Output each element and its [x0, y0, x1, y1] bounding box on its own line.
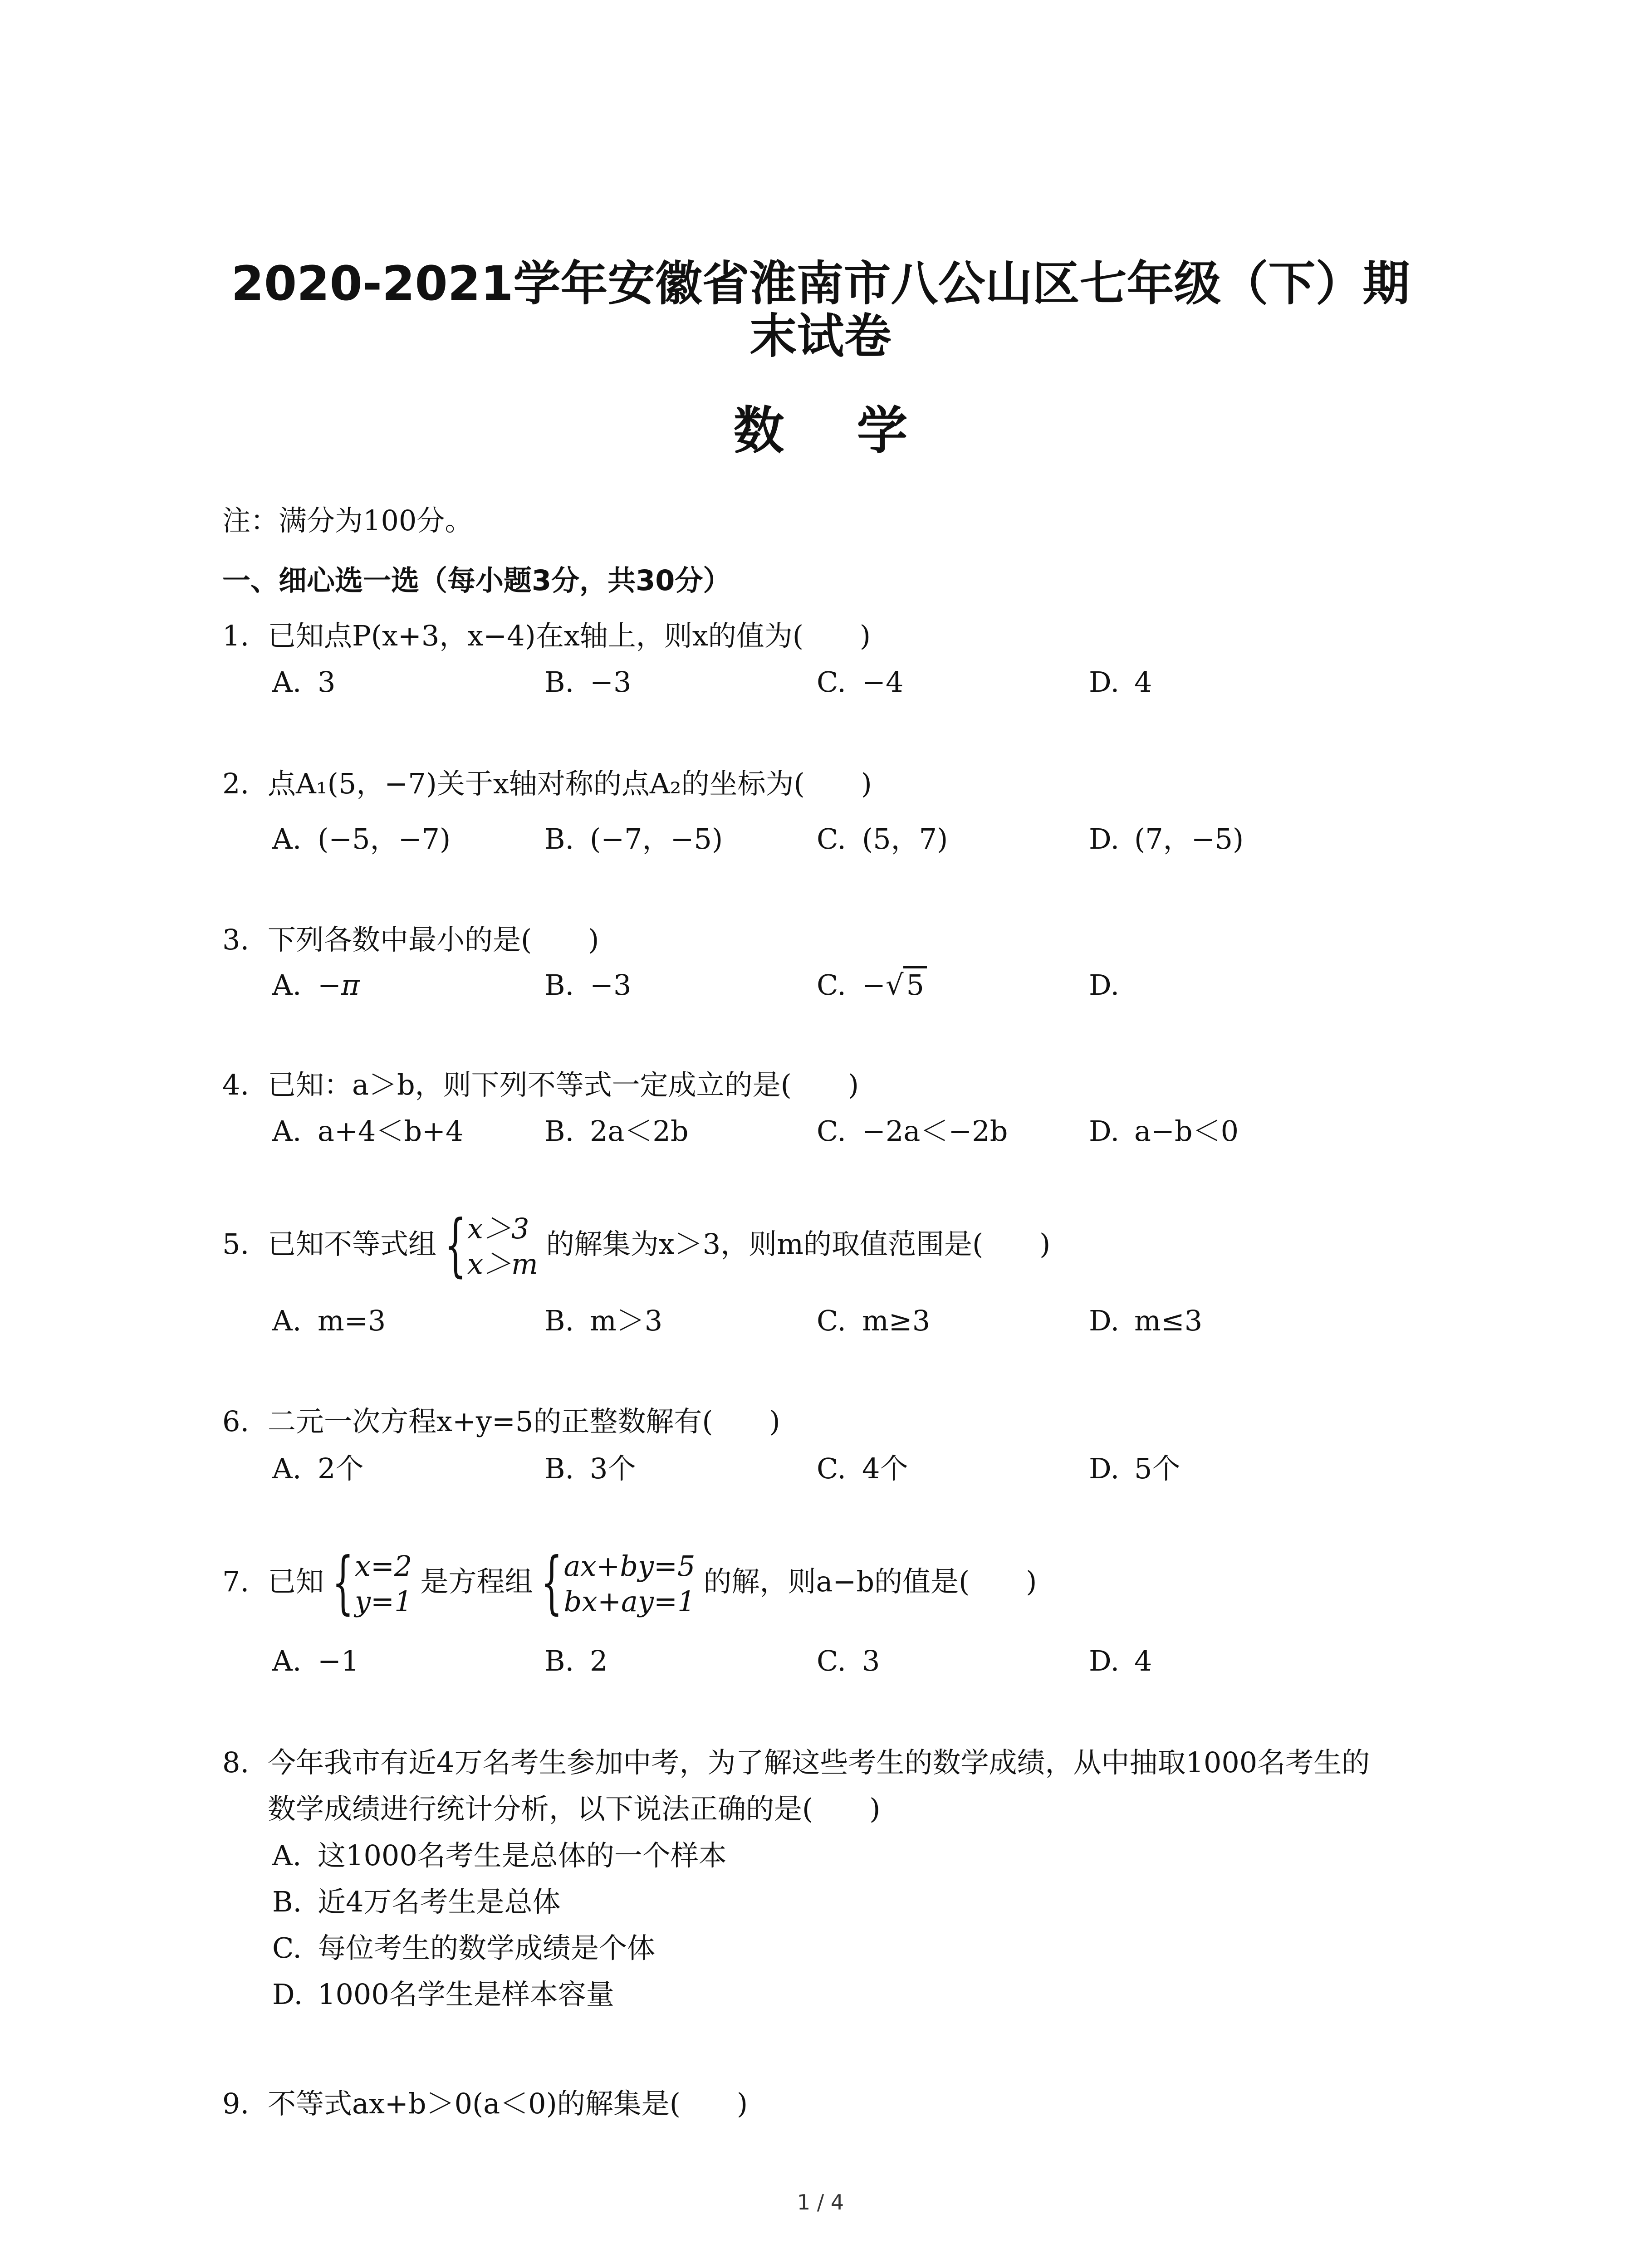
question-stem: 下列各数中最小的是( ): [268, 923, 599, 956]
option-b: B. −3: [544, 968, 632, 1002]
question-8-line2: [268, 1790, 880, 1828]
section-heading: 一、细心选一选（每小题3分，共30分）: [222, 564, 731, 597]
option-c: C. m≥3: [817, 1304, 931, 1337]
question-stem-pre: 已知: [268, 1565, 324, 1598]
question-stem-post: 的解，则a−b的值是( ): [703, 1565, 1037, 1598]
page-number: 1 / 4: [797, 2190, 844, 2214]
option-d: D. 5个: [1089, 1452, 1181, 1485]
question-stem: 已知：a＞b，则下列不等式一定成立的是( ): [268, 1068, 859, 1101]
square-root: √5: [886, 966, 927, 1004]
question-number: 3.: [222, 923, 250, 956]
option-d: D. 1000名学生是样本容量: [272, 1978, 614, 2011]
question-4: [222, 1066, 859, 1104]
option-a: A. −1: [272, 1644, 359, 1677]
option-c: C. 4个: [817, 1452, 908, 1485]
option-d: D.: [1089, 968, 1120, 1002]
option-a: A. a+4＜b+4: [272, 1114, 464, 1148]
question-6: [222, 1403, 780, 1441]
option-b: B. −3: [544, 665, 632, 699]
exam-title-line2: 末试卷: [749, 308, 892, 364]
option-c: C. −4: [817, 665, 904, 699]
question-stem: 点A₁(5，−7)关于x轴对称的点A₂的坐标为( ): [268, 767, 872, 800]
option-a: A. 2个: [272, 1452, 364, 1485]
option-d: D. (7，−5): [1089, 822, 1244, 855]
option-a: A. −π: [272, 968, 360, 1002]
question-stem-pre: 已知不等式组: [268, 1227, 437, 1261]
score-note: 注：满分为100分。: [222, 504, 473, 537]
question-number: 9.: [222, 2087, 250, 2120]
question-stem-post: 的解集为x＞3，则m的取值范围是( ): [546, 1227, 1051, 1261]
option-d: D. 4: [1089, 1644, 1152, 1677]
subject-heading: 数学: [733, 401, 980, 460]
option-d: D. m≤3: [1089, 1304, 1203, 1337]
question-3: [222, 921, 599, 959]
option-c: C. (5，7): [817, 822, 948, 855]
option-b: B. (−7，−5): [544, 822, 723, 855]
option-a: A. 3: [272, 665, 336, 699]
question-stem-line1: 今年我市有近4万名考生参加中考，为了解这些考生的数学成绩，从中抽取1000名考生的: [268, 1746, 1370, 1779]
question-5: [222, 1206, 1051, 1285]
question-number: 7.: [222, 1565, 250, 1598]
question-2: [222, 765, 872, 803]
option-a: A. (−5，−7): [272, 822, 451, 855]
option-b: B. 2: [544, 1644, 608, 1677]
exam-title-line1: 2020-2021学年安徽省淮南市八公山区七年级（下）期: [231, 256, 1410, 311]
question-number: 4.: [222, 1068, 250, 1101]
question-number: 8.: [222, 1746, 250, 1779]
question-number: 5.: [222, 1227, 250, 1261]
option-d: D. 4: [1089, 665, 1152, 699]
question-9: [222, 2085, 748, 2123]
question-stem: 不等式ax+b＞0(a＜0)的解集是( ): [268, 2087, 748, 2120]
question-8-options: [272, 1833, 727, 2018]
question-1: [222, 617, 871, 655]
option-c: C. 每位考生的数学成绩是个体: [272, 1931, 656, 1965]
inequality-system: { x＞3 x＞m: [445, 1206, 538, 1285]
option-c: C. −√5: [817, 966, 927, 1004]
option-a: A. 这1000名考生是总体的一个样本: [272, 1839, 727, 1872]
solution-system: { x=2 y=1: [332, 1543, 412, 1622]
option-d: D. a−b＜0: [1089, 1114, 1239, 1148]
option-b: B. 3个: [544, 1452, 636, 1485]
question-8: [222, 1744, 1370, 1782]
equation-system: { ax+by=5 bx+ay=1: [541, 1543, 696, 1622]
question-stem: 已知点P(x+3，x−4)在x轴上，则x的值为( ): [268, 619, 871, 652]
question-number: 6.: [222, 1405, 250, 1438]
question-stem-line2: 数学成绩进行统计分析，以下说法正确的是( ): [268, 1792, 881, 1825]
option-a: A. m=3: [272, 1304, 386, 1337]
option-c: C. 3: [817, 1644, 880, 1677]
option-b: B. m＞3: [544, 1304, 663, 1337]
question-7: [222, 1543, 1037, 1622]
option-b: B. 近4万名考生是总体: [272, 1885, 561, 1918]
option-b: B. 2a＜2b: [544, 1114, 689, 1148]
option-c: C. −2a＜−2b: [817, 1114, 1008, 1148]
question-number: 2.: [222, 767, 250, 800]
question-stem-mid: 是方程组: [420, 1565, 533, 1598]
question-number: 1.: [222, 619, 250, 652]
question-stem: 二元一次方程x+y=5的正整数解有( ): [268, 1405, 780, 1438]
